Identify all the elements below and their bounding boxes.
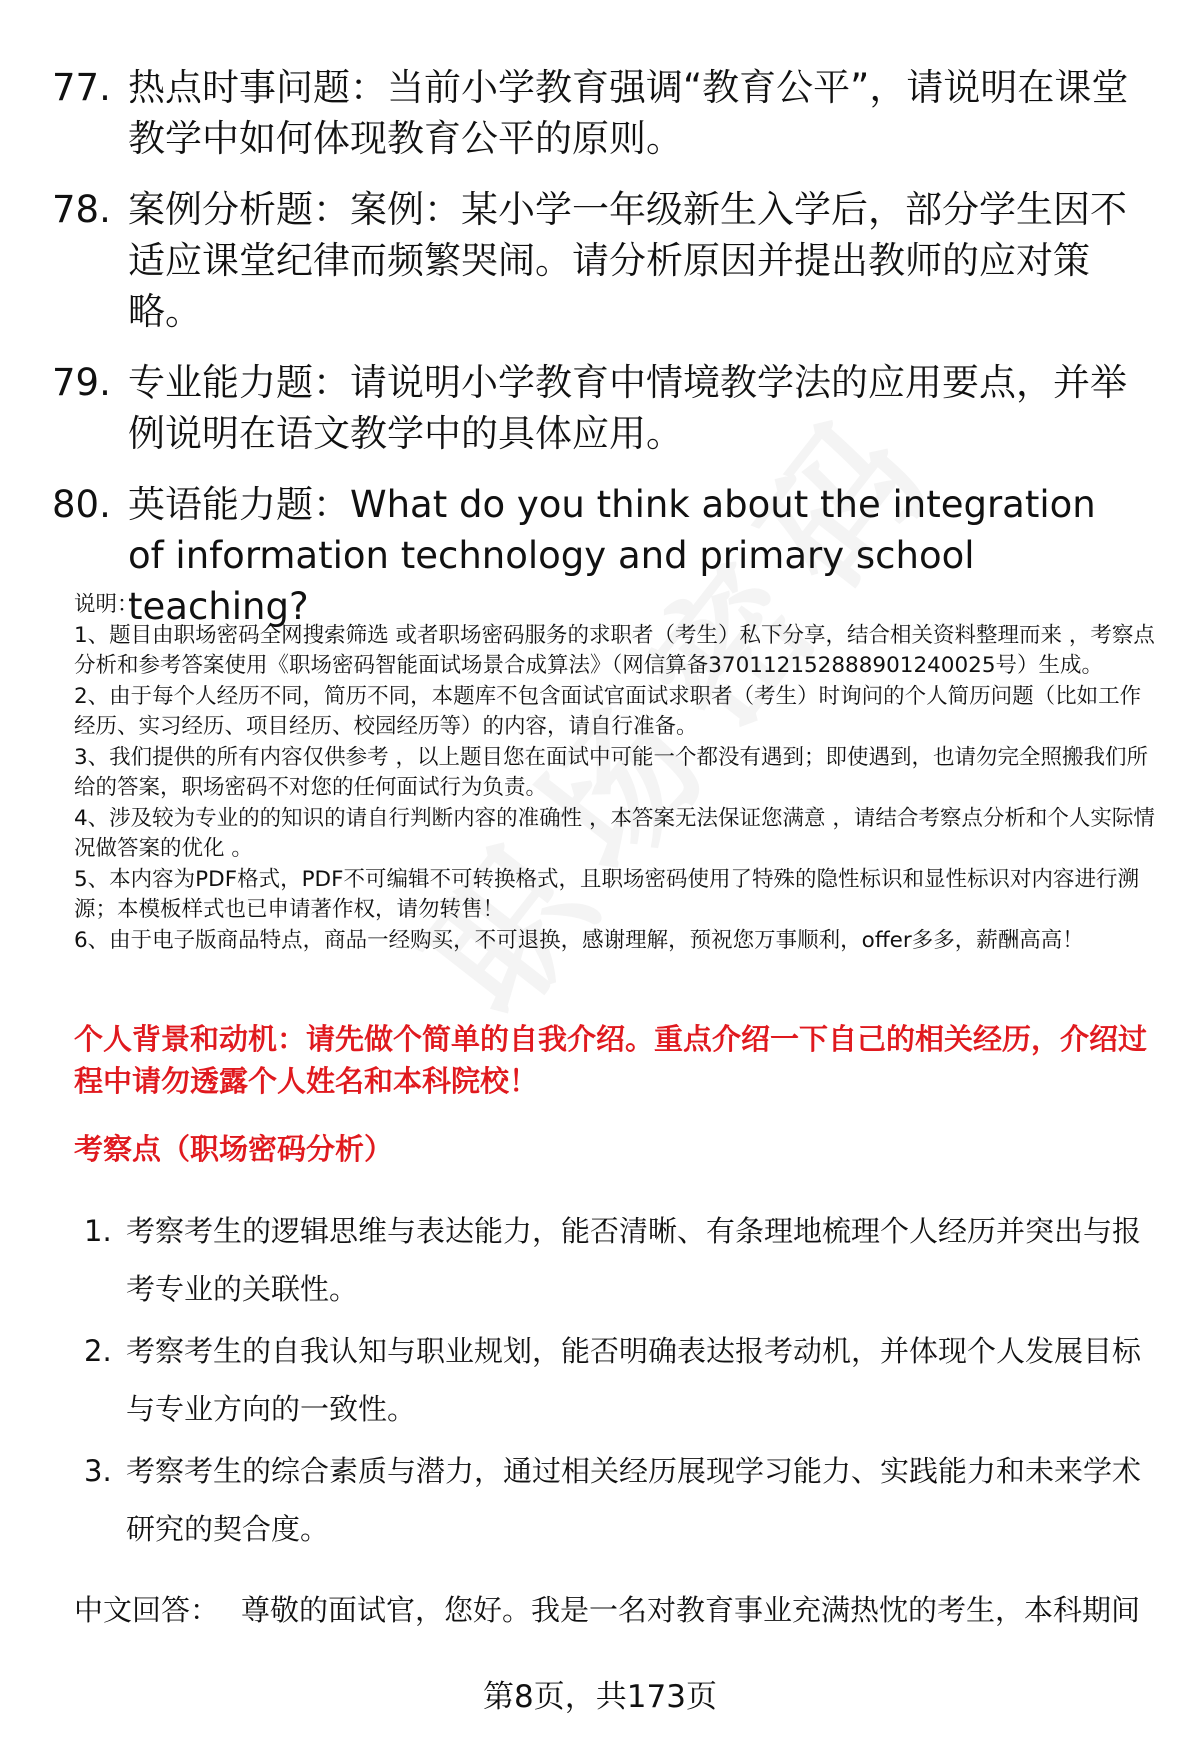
point-item xyxy=(84,1322,1164,1438)
note-item: 6、由于电子版商品特点，商品一经购买，不可退换，感谢理解，预祝您万事顺利，offer多多，薪酬高高！ xyxy=(74,927,1084,953)
notes-section xyxy=(74,590,1159,956)
question-item xyxy=(52,357,1152,459)
answer-text: 尊敬的面试官，您好。我是一名对教育事业充满热忱的考生，本科期间 xyxy=(241,1593,1141,1627)
question-number: 80. xyxy=(52,483,111,526)
note-item: 5、本内容为PDF格式，PDF不可编辑不可转换格式，且职场密码使用了特殊的隐性标识和显性标识对内容进行溯源；本模板样式也已申请著作权，请勿转售！ xyxy=(74,866,1139,922)
question-item xyxy=(52,184,1152,337)
question-number: 79. xyxy=(52,361,111,404)
question-text: 热点时事问题：当前小学教育强调“教育公平”，请说明在课堂教学中如何体现教育公平的原则。 xyxy=(128,66,1129,160)
section-title: 个人背景和动机：请先做个简单的自我介绍。重点介绍一下自己的相关经历，介绍过程中请勿透露个人姓名和本科院校！ xyxy=(74,1022,1148,1098)
point-number: 1. xyxy=(84,1214,112,1248)
point-text: 考察考生的综合素质与潜力，通过相关经历展现学习能力、实践能力和未来学术研究的契合度。 xyxy=(126,1454,1142,1546)
question-number: 78. xyxy=(52,188,111,231)
question-text: 英语能力题：What do you think about the integration of information technology and primary school teaching? xyxy=(128,483,1096,628)
question-number: 77. xyxy=(52,66,111,109)
assessment-points xyxy=(84,1202,1164,1562)
note-item: 2、由于每个人经历不同，简历不同，本题库不包含面试官面试求职者（考生）时询问的个人简历问题（比如工作经历、实习经历、项目经历、校园经历等）的内容，请自行准备。 xyxy=(74,683,1142,739)
note-item: 1、题目由职场密码全网搜索筛选 或者职场密码服务的求职者（考生）私下分享，结合相关资料整理而来 ，考察点分析和参考答案使用《职场密码智能面试场景合成算法》（网信算备370112152888901240025号）生成。 xyxy=(74,622,1155,678)
section-subtitle: 考察点（职场密码分析） xyxy=(74,1132,394,1166)
question-list xyxy=(52,62,1152,652)
point-item xyxy=(84,1442,1164,1558)
point-number: 3. xyxy=(84,1454,112,1488)
note-item: 3、我们提供的所有内容仅供参考 ，以上题目您在面试中可能一个都没有遇到；即使遇到，也请勿完全照搬我们所给的答案，职场密码不对您的任何面试行为负责。 xyxy=(74,744,1149,800)
point-number: 2. xyxy=(84,1334,112,1368)
question-item xyxy=(52,62,1152,164)
point-text: 考察考生的逻辑思维与表达能力，能否清晰、有条理地梳理个人经历并突出与报考专业的关联性。 xyxy=(126,1214,1142,1306)
point-text: 考察考生的自我认知与职业规划，能否明确表达报考动机，并体现个人发展目标与专业方向的一致性。 xyxy=(126,1334,1142,1426)
notes-heading: 说明： xyxy=(74,592,139,617)
note-item: 4、涉及较为专业的的知识的请自行判断内容的准确性 ，本答案无法保证您满意 ，请结合考察点分析和个人实际情况做答案的优化 。 xyxy=(74,805,1155,861)
question-text: 专业能力题：请说明小学教育中情境教学法的应用要点，并举例说明在语文教学中的具体应用。 xyxy=(128,361,1127,455)
page-footer: 第8页，共173页 xyxy=(483,1679,717,1715)
answer-section xyxy=(74,1589,1174,1631)
answer-label: 中文回答： xyxy=(74,1593,220,1627)
question-text: 案例分析题：案例：某小学一年级新生入学后，部分学生因不适应课堂纪律而频繁哭闹。请分析原因并提出教师的应对策略。 xyxy=(128,188,1127,333)
point-item xyxy=(84,1202,1164,1318)
